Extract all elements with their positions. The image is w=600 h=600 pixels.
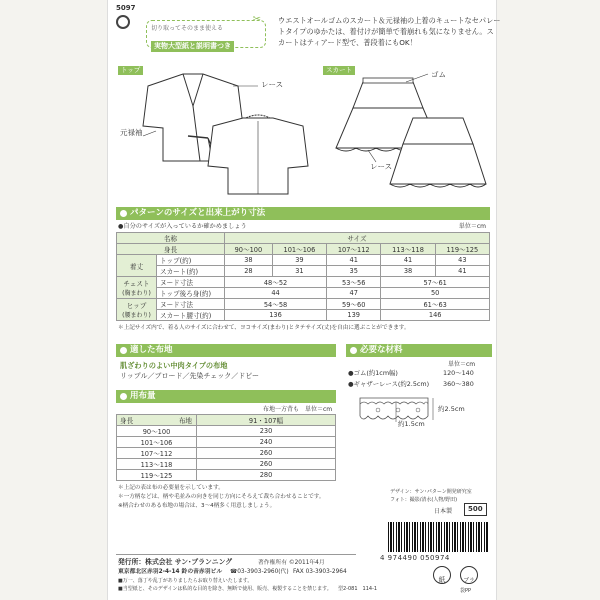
size-col: 107〜112 (327, 244, 381, 255)
amount-unit: 布地一方背も 単位＝cm (263, 406, 333, 413)
size-col: 113〜118 (381, 244, 435, 255)
chest-group-label: チェスト (123, 280, 150, 288)
table-cell: 35 (327, 266, 381, 277)
amount-value: 240 (197, 437, 336, 448)
materials-gum: ●ゴム(約1cm幅) (348, 369, 398, 377)
table-cell: 41 (327, 255, 381, 266)
table-cell: 41 (435, 266, 489, 277)
description-line: カートはティアード型で、普段着にもOK！ (278, 38, 417, 47)
footer-code: 型2-081 114-1 (338, 586, 378, 592)
size-col: 101〜106 (272, 244, 326, 255)
hip-skirt-label: スカート腰寸(約) (157, 310, 225, 321)
materials-header: 必要な材料 (346, 344, 492, 357)
amount-value: 280 (197, 470, 336, 481)
footer-notice1: ■万一、落丁や乱丁がありましたらお取り替えいたします。 (118, 578, 253, 584)
scissors-icon: ✂ (252, 14, 261, 25)
amount-header: 用布量 (116, 390, 336, 403)
amount-col-height (117, 415, 197, 426)
lace-label: レース (261, 80, 284, 89)
pattern-size-header: パターンのサイズと出来上がり寸法 (116, 207, 490, 220)
size-footnote: ＊上記サイズ内で、着る人のサイズに合わせて、ヨコサイズ(まわり)とタテサイズ(丈)を自由に選ぶことができます。 (118, 325, 410, 331)
table-cell: 146 (381, 310, 490, 321)
table-cell: 57〜61 (381, 277, 490, 288)
footer-copyright: 著作権所有 ©2011年4月 (258, 560, 325, 566)
cut-note-line2: 実物大型紙と説明書つき (151, 41, 234, 52)
table-cell: 31 (272, 266, 326, 277)
fabric-line2: リップル／ブロード／先染チェック／ドビー (120, 372, 259, 380)
footer-tel: ☎03-3903-2960(代) (230, 569, 289, 575)
barcode (388, 522, 488, 552)
chest-top-label: トップ後ろ身(約) (157, 288, 225, 299)
skirt-row-label: スカート(約) (157, 266, 225, 277)
length-group: 着丈 (117, 255, 157, 277)
barcode-number: 4 974490 050974 (380, 554, 450, 562)
fabric-header: 適した布地 (116, 344, 336, 357)
amount-value: 230 (197, 426, 336, 437)
materials-lace-value: 360〜380 (443, 380, 474, 388)
materials-unit: 単位＝cm (448, 361, 476, 368)
size-col: 90〜100 (225, 244, 273, 255)
amount-value: 260 (197, 448, 336, 459)
table-cell: 28 (225, 266, 273, 277)
description-line: トタイプのゆかたは、着付けが簡単で着崩れも気になりません。ス (278, 27, 494, 36)
amount-size: 113〜118 (117, 459, 197, 470)
amount-size: 90〜100 (117, 426, 197, 437)
hip-group-sub: (腰まわり) (122, 312, 151, 319)
lace-dim2: 約1.5cm (398, 420, 425, 428)
hip-group-label: ヒップ (126, 302, 147, 310)
lace2-label: レース (370, 162, 393, 171)
size-table (116, 232, 490, 321)
garment-illustration (118, 60, 488, 200)
made-in: 日本製 (434, 508, 453, 515)
amount-note: ＊一方柄などは、柄や毛並みの向きを同じ方向にそろえて裁ち合わせることです。 (118, 494, 325, 500)
description (278, 15, 501, 48)
footer-divider (116, 554, 356, 555)
paper-mark-label: 紙 (438, 576, 446, 584)
footer-publisher: 発行所：株式会社 サン･プランニング (118, 558, 233, 566)
amount-note: ＊上記の表は布の必要量を示しています。 (118, 485, 224, 491)
skirt-tag: スカート (323, 66, 355, 75)
top-drawing (128, 66, 318, 196)
table-cell: 47 (327, 288, 381, 299)
cut-note-badge (146, 14, 266, 50)
chest-group (117, 277, 157, 299)
header-name: 名称 (117, 233, 225, 244)
hole-icon (116, 15, 130, 29)
table-cell: 38 (225, 255, 273, 266)
amount-size: 107〜112 (117, 448, 197, 459)
top-tag: トップ (118, 66, 143, 75)
chest-group-sub: (胸まわり) (122, 290, 151, 297)
height-label: 身長 (117, 244, 225, 255)
lace-dim1: 約2.5cm (438, 405, 465, 413)
product-number: 5097 (116, 4, 136, 12)
plastic-mark-label: プラ (463, 578, 475, 584)
amount-col-height-label: 身長 (120, 417, 134, 425)
table-cell: 41 (381, 255, 435, 266)
amount-size: 119〜125 (117, 470, 197, 481)
bag-mark-label: 袋PP (460, 588, 472, 594)
amount-note: ※柄合わせのある布地の場合は、3〜4柄多く用意しましょう。 (118, 503, 276, 509)
materials-lace: ●ギャザーレース(約2.5cm) (348, 380, 430, 388)
paper-recycle-icon (433, 566, 451, 584)
table-cell: 54〜58 (225, 299, 327, 310)
table-cell: 44 (225, 288, 327, 299)
amount-table (116, 414, 336, 481)
hip-nude-label: ヌード寸法 (157, 299, 225, 310)
pattern-envelope-back (107, 0, 501, 600)
lace-diagram (358, 392, 488, 436)
cut-note-line1: 切り取ってそのまま使える (151, 25, 224, 32)
amount-value: 260 (197, 459, 336, 470)
pattern-note: ●自分のサイズが入っているか確かめましょう (118, 223, 247, 230)
size-col: 119〜125 (435, 244, 489, 255)
table-cell: 53〜56 (327, 277, 381, 288)
table-cell: 43 (435, 255, 489, 266)
table-cell: 136 (225, 310, 327, 321)
sleeve-label: 元禄袖 (120, 128, 143, 137)
table-cell: 139 (327, 310, 381, 321)
product-badge (116, 4, 135, 29)
table-cell: 50 (381, 288, 490, 299)
footer-notice2: ■当型紙と、そのデザインは私的な目的を除き、無断で使用、販売、複製することを禁じます。 (118, 586, 332, 592)
footer-address: 東京都北区赤羽2-4-14 鈴の音赤羽ビル (118, 569, 223, 575)
description-line: ウエストオールゴムのスカート＆元禄袖の上着のキュートなセパレー (278, 16, 501, 25)
amount-size: 101〜106 (117, 437, 197, 448)
credit-photo: フォト：撮影/清水(人物/野田) (390, 497, 458, 503)
price: 500 (464, 503, 487, 516)
plastic-recycle-icon (460, 566, 478, 584)
header-size: サイズ (225, 233, 490, 244)
skirt-drawing (328, 70, 488, 195)
table-cell: 38 (381, 266, 435, 277)
table-cell: 48〜52 (225, 277, 327, 288)
credit-design: デザイン：サン･パターン開発研究室 (390, 489, 472, 495)
amount-col-width: 91・107幅 (197, 415, 336, 426)
table-cell: 39 (272, 255, 326, 266)
fabric-line1: 肌ざわりのよい中肉タイプの布地 (120, 361, 228, 370)
materials-gum-value: 120〜140 (443, 369, 474, 377)
amount-col-fabric-label: 布地 (178, 417, 192, 425)
hip-group (117, 299, 157, 321)
table-cell: 61〜63 (381, 299, 490, 310)
chest-nude-label: ヌード寸法 (157, 277, 225, 288)
footer-fax: FAX 03-3903-2964 (293, 569, 347, 575)
pattern-unit: 単位＝cm (458, 223, 486, 230)
top-row-label: トップ(約) (157, 255, 225, 266)
gum-label: ゴム (431, 70, 446, 79)
table-cell: 59〜60 (327, 299, 381, 310)
